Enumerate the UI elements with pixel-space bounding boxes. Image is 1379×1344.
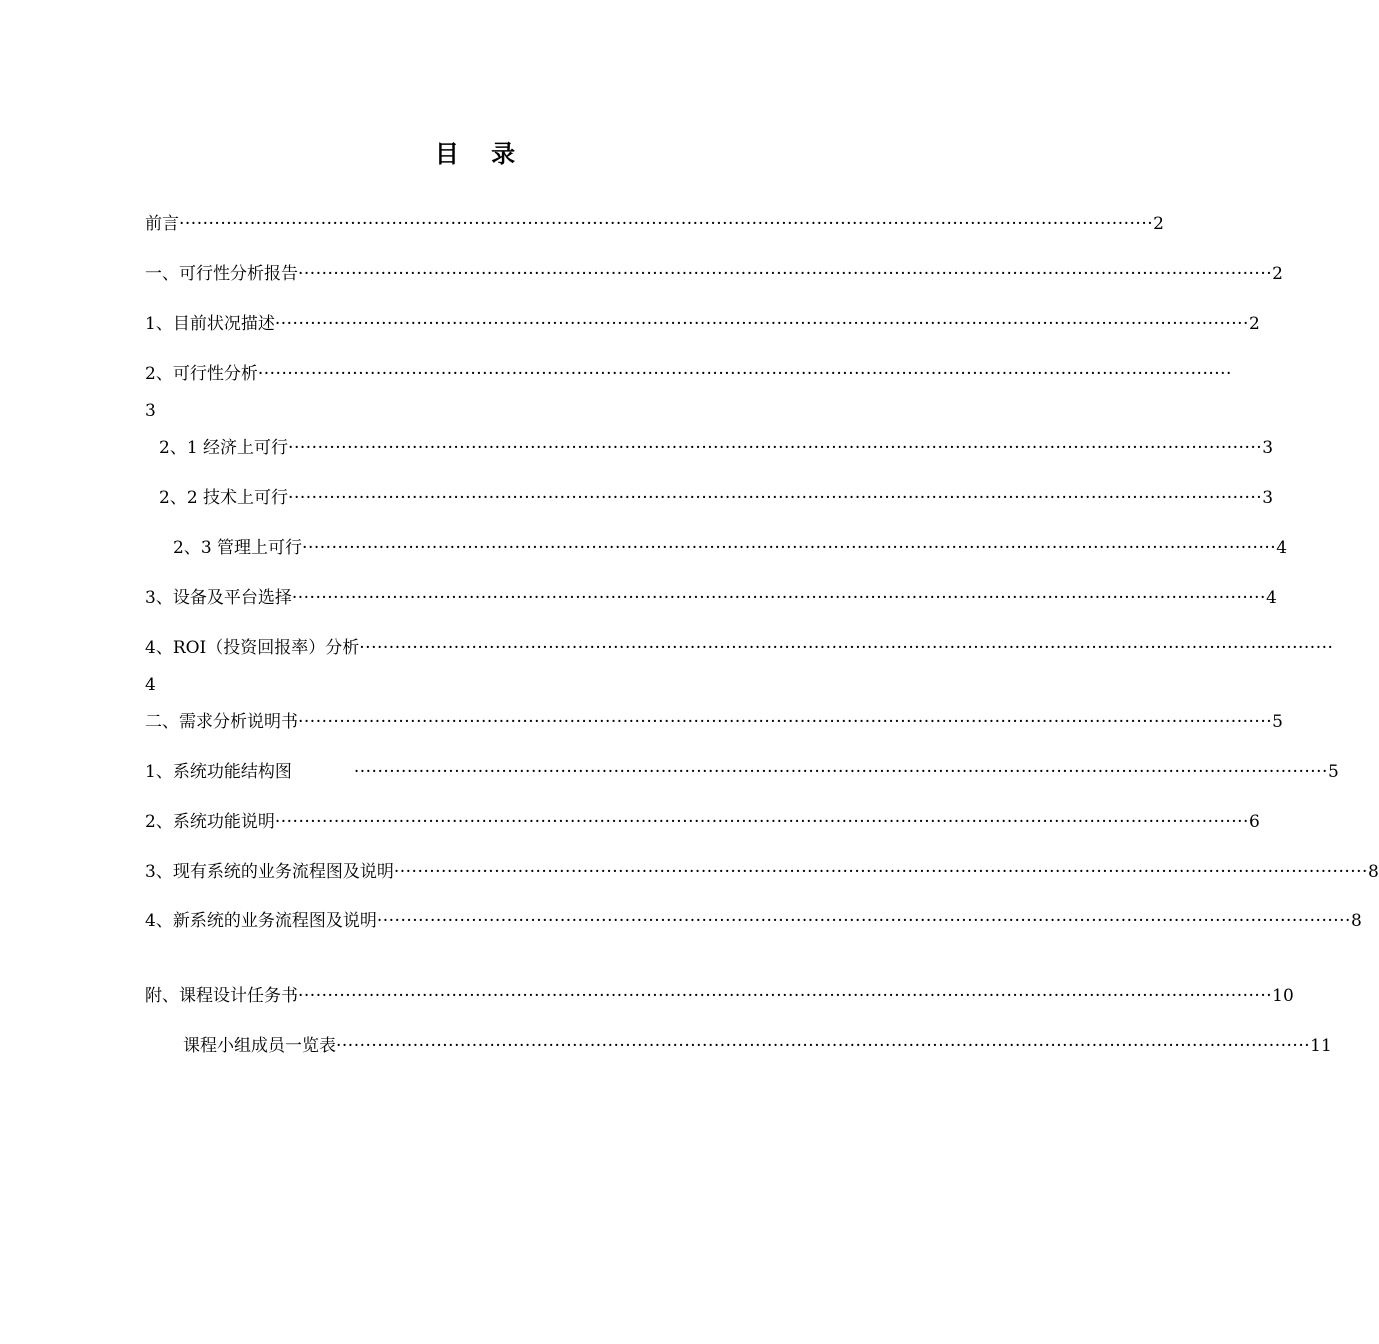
toc-leader: ····································································································································································· — [274, 812, 1249, 832]
toc-entry-assignment[interactable] — [145, 985, 1294, 1007]
toc-page-number: 2 — [1248, 314, 1260, 334]
toc-entry-roi[interactable] — [145, 637, 1334, 659]
toc-entry-label: 2、2 技术上可行 — [159, 488, 289, 508]
toc-entry-label: 3、现有系统的业务流程图及说明 — [145, 862, 394, 882]
toc-page-number: 8 — [1367, 862, 1379, 882]
toc-entry-label: 4、ROI（投资回报率）分析 — [145, 638, 360, 658]
toc-leader: ····································································································································································· — [274, 314, 1249, 334]
toc-entry-label: 2、可行性分析 — [145, 364, 258, 384]
toc-entry-function-description[interactable] — [145, 811, 1260, 833]
toc-page-number: 4 — [1265, 588, 1277, 608]
toc-entry-management[interactable] — [173, 537, 1288, 559]
toc-leader: ····································································································································································· — [291, 588, 1266, 608]
toc-entry-label: 1、系统功能结构图 — [145, 762, 292, 782]
toc-entry-team-members[interactable] — [183, 1035, 1332, 1057]
toc-entry-feasibility-report[interactable] — [145, 263, 1283, 285]
toc-leader: ····································································································································································· — [359, 638, 1334, 658]
toc-leader: ····································································································································································· — [288, 488, 1263, 508]
toc-entry-requirements[interactable] — [145, 711, 1283, 733]
toc-entry-new-flow[interactable] — [145, 910, 1362, 932]
toc-leader: ····································································································································································· — [393, 862, 1368, 882]
toc-page-number: 4 — [145, 675, 156, 695]
toc-entry-label: 一、可行性分析报告 — [145, 264, 298, 284]
toc-page-number: 8 — [1350, 911, 1362, 931]
toc-entry-economic[interactable] — [159, 437, 1274, 459]
toc-leader: ····································································································································································· — [298, 712, 1273, 732]
toc-entry-label: 2、系统功能说明 — [145, 812, 275, 832]
toc-entry-label: 课程小组成员一览表 — [183, 1036, 336, 1056]
toc-entry-label: 前言 — [145, 214, 179, 234]
toc-page-number: 11 — [1310, 1036, 1332, 1056]
toc-entry-label: 3、设备及平台选择 — [145, 588, 292, 608]
toc-entry-function-structure[interactable] — [145, 761, 1339, 783]
toc-leader: ····································································································································································· — [353, 762, 1328, 782]
toc-entry-technical[interactable] — [159, 487, 1274, 509]
toc-leader: ····································································································································································· — [298, 264, 1273, 284]
toc-leader: ····································································································································································· — [298, 986, 1273, 1006]
toc-page-number: 2 — [1153, 214, 1164, 234]
toc-page-number: 6 — [1248, 812, 1260, 832]
toc-page-number: 3 — [1262, 438, 1274, 458]
toc-entry-label: 二、需求分析说明书 — [145, 712, 298, 732]
toc-leader: ····································································································································································· — [302, 538, 1277, 558]
toc-entry-feasibility-analysis[interactable] — [145, 363, 1232, 385]
toc-page-number: 3 — [145, 401, 156, 421]
toc-entry-label: 附、课程设计任务书 — [145, 986, 298, 1006]
toc-leader: ····································································································································································· — [376, 911, 1351, 931]
toc-leader: ····································································································································································· — [336, 1036, 1311, 1056]
toc-entry-preface[interactable] — [145, 213, 1164, 235]
toc-entry-label: 4、新系统的业务流程图及说明 — [145, 911, 377, 931]
toc-entry-existing-flow[interactable] — [145, 861, 1379, 883]
toc-page-number: 5 — [1272, 712, 1283, 732]
toc-page-number: 2 — [1272, 264, 1283, 284]
toc-leader: ····································································································································································· — [288, 438, 1263, 458]
toc-leader: ····································································································································································· — [179, 214, 1154, 234]
toc-entry-equipment[interactable] — [145, 587, 1277, 609]
page-title: 目 录 — [434, 139, 528, 168]
toc-entry-label: 2、1 经济上可行 — [159, 438, 289, 458]
toc-entry-label: 2、3 管理上可行 — [173, 538, 303, 558]
toc-page-number: 5 — [1327, 762, 1339, 782]
toc-leader: ····································································································································································· — [257, 364, 1232, 384]
toc-page-number: 4 — [1276, 538, 1288, 558]
toc-entry-label: 1、目前状况描述 — [145, 314, 275, 334]
toc-page-number: 10 — [1272, 986, 1294, 1006]
toc-page-number: 3 — [1262, 488, 1274, 508]
toc-entry-current-status[interactable] — [145, 313, 1260, 335]
